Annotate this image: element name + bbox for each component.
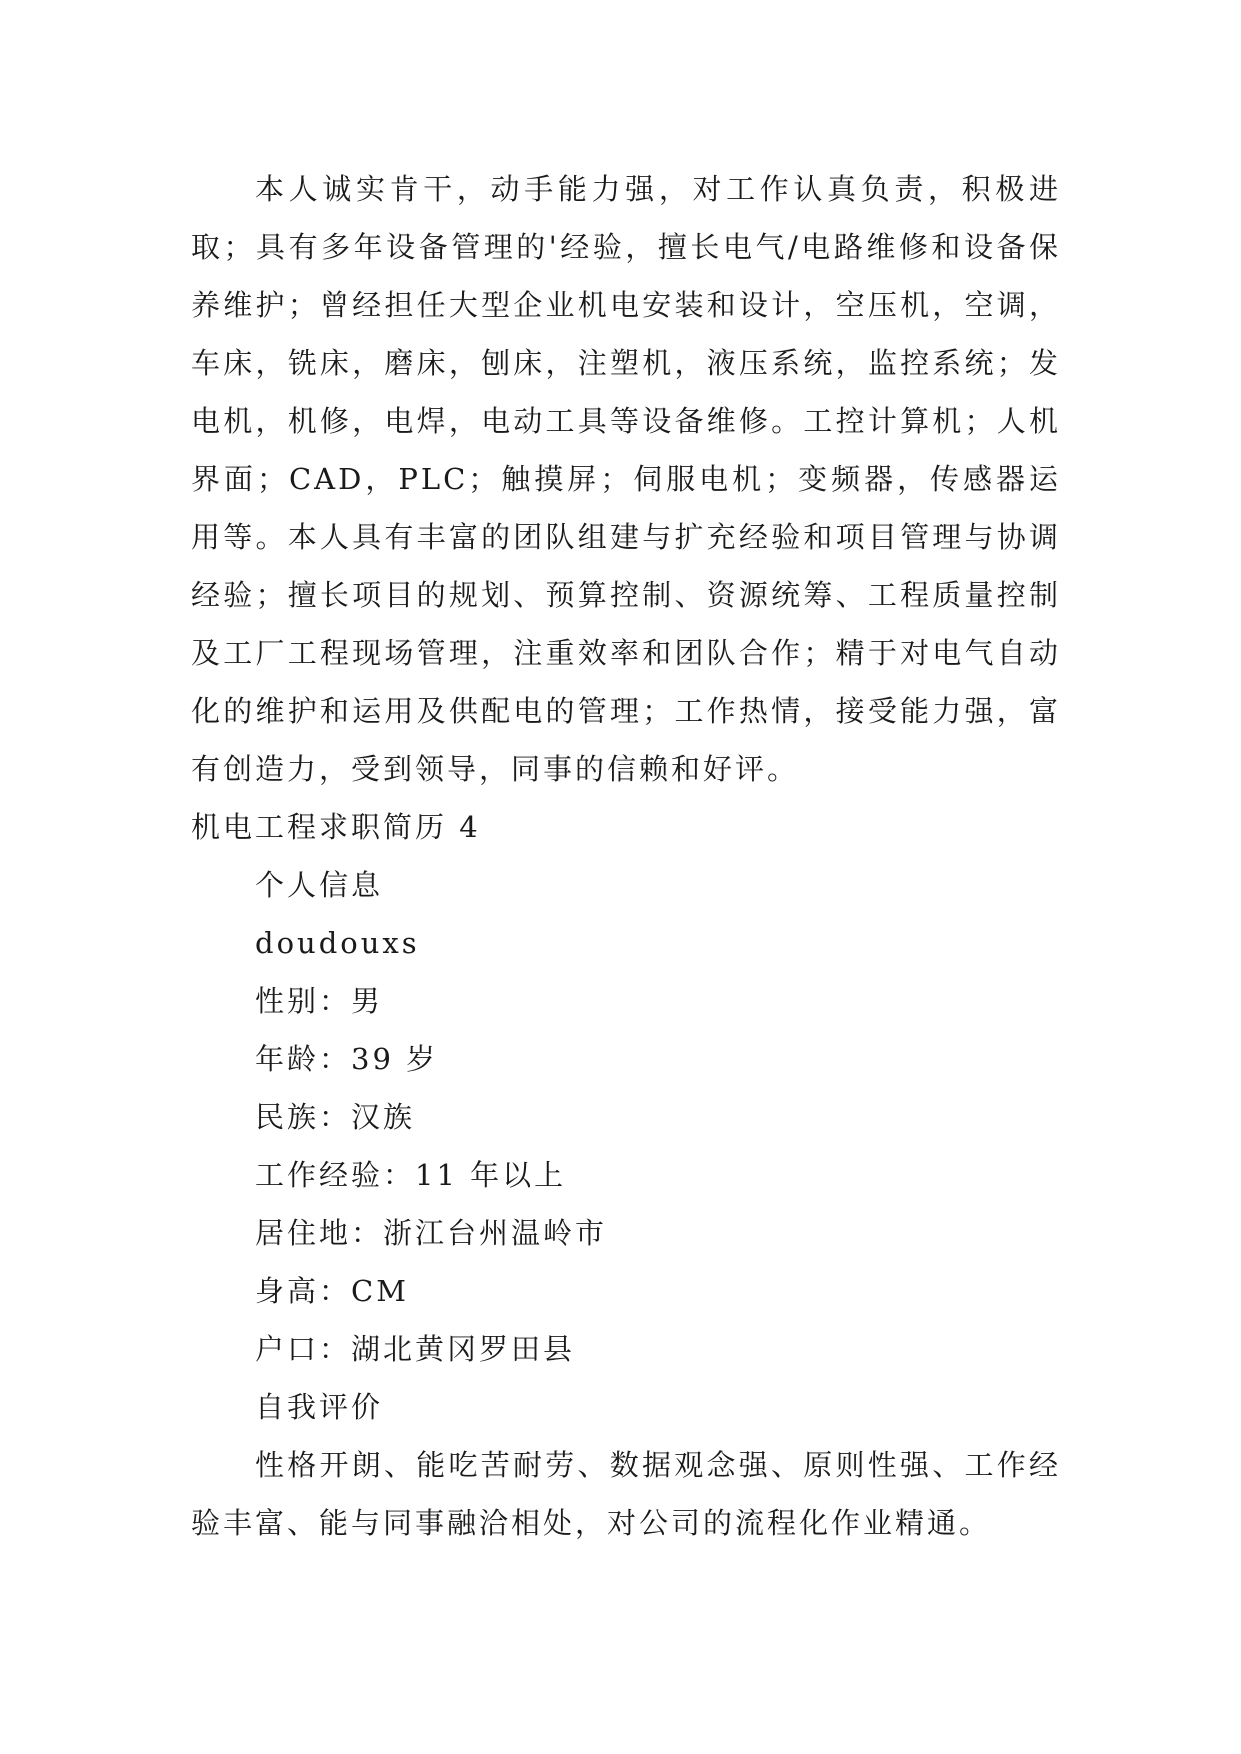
field-value: CM: [351, 1274, 409, 1308]
self-evaluation-text: 性格开朗、能吃苦耐劳、数据观念强、原则性强、工作经验丰富、能与同事融洽相处，对公司的流程化作业精通。: [191, 1448, 1061, 1540]
field-age: [191, 1030, 1061, 1088]
field-value: 汉族: [351, 1100, 416, 1134]
field-label: 户口：: [255, 1332, 352, 1366]
field-label: 工作经验：: [255, 1158, 416, 1192]
field-height: [191, 1262, 1061, 1320]
document-body: [191, 160, 1061, 1552]
field-value: 湖北黄冈罗田县: [351, 1332, 576, 1366]
field-label: 性别：: [255, 984, 352, 1018]
field-label: 民族：: [255, 1100, 352, 1134]
field-hukou: [191, 1320, 1061, 1378]
candidate-name: doudouxs: [255, 926, 420, 960]
intro-paragraph: 本人诚实肯干，动手能力强，对工作认真负责，积极进取；具有多年设备管理的'经验，擅长电气/电路维修和设备保养维护；曾经担任大型企业机电安装和设计，空压机，空调，车床，铣床，磨床，刨床，注塑机，液压系统，监控系统；发电机，机修，电焊，电动工具等设备维修。工控计算机；人机界面；CAD，PLC；触摸屏；伺服电机；变频器，传感器运用等。本人具有丰富的团队组建与扩充经验和项目管理与协调经验；擅长项目的规划、预算控制、资源统筹、工程质量控制及工厂工程现场管理，注重效率和团队合作；精于对电气自动化的维护和运用及供配电的管理；工作热情，接受能力强，富有创造力，受到领导，同事的信赖和好评。: [191, 172, 1061, 786]
field-label: 年龄：: [255, 1042, 352, 1076]
personal-info-heading: 个人信息: [255, 868, 384, 902]
field-value: 39 岁: [351, 1042, 439, 1076]
field-label: 居住地：: [255, 1216, 384, 1250]
field-gender: [191, 972, 1061, 1030]
field-value: 浙江台州温岭市: [383, 1216, 608, 1250]
self-evaluation-heading: 自我评价: [255, 1390, 384, 1424]
section-title: 机电工程求职简历 4: [191, 810, 481, 844]
field-value: 11 年以上: [415, 1158, 567, 1192]
field-residence: [191, 1204, 1061, 1262]
field-label: 身高：: [255, 1274, 352, 1308]
field-value: 男: [351, 984, 384, 1018]
field-ethnicity: [191, 1088, 1061, 1146]
field-work-experience: [191, 1146, 1061, 1204]
